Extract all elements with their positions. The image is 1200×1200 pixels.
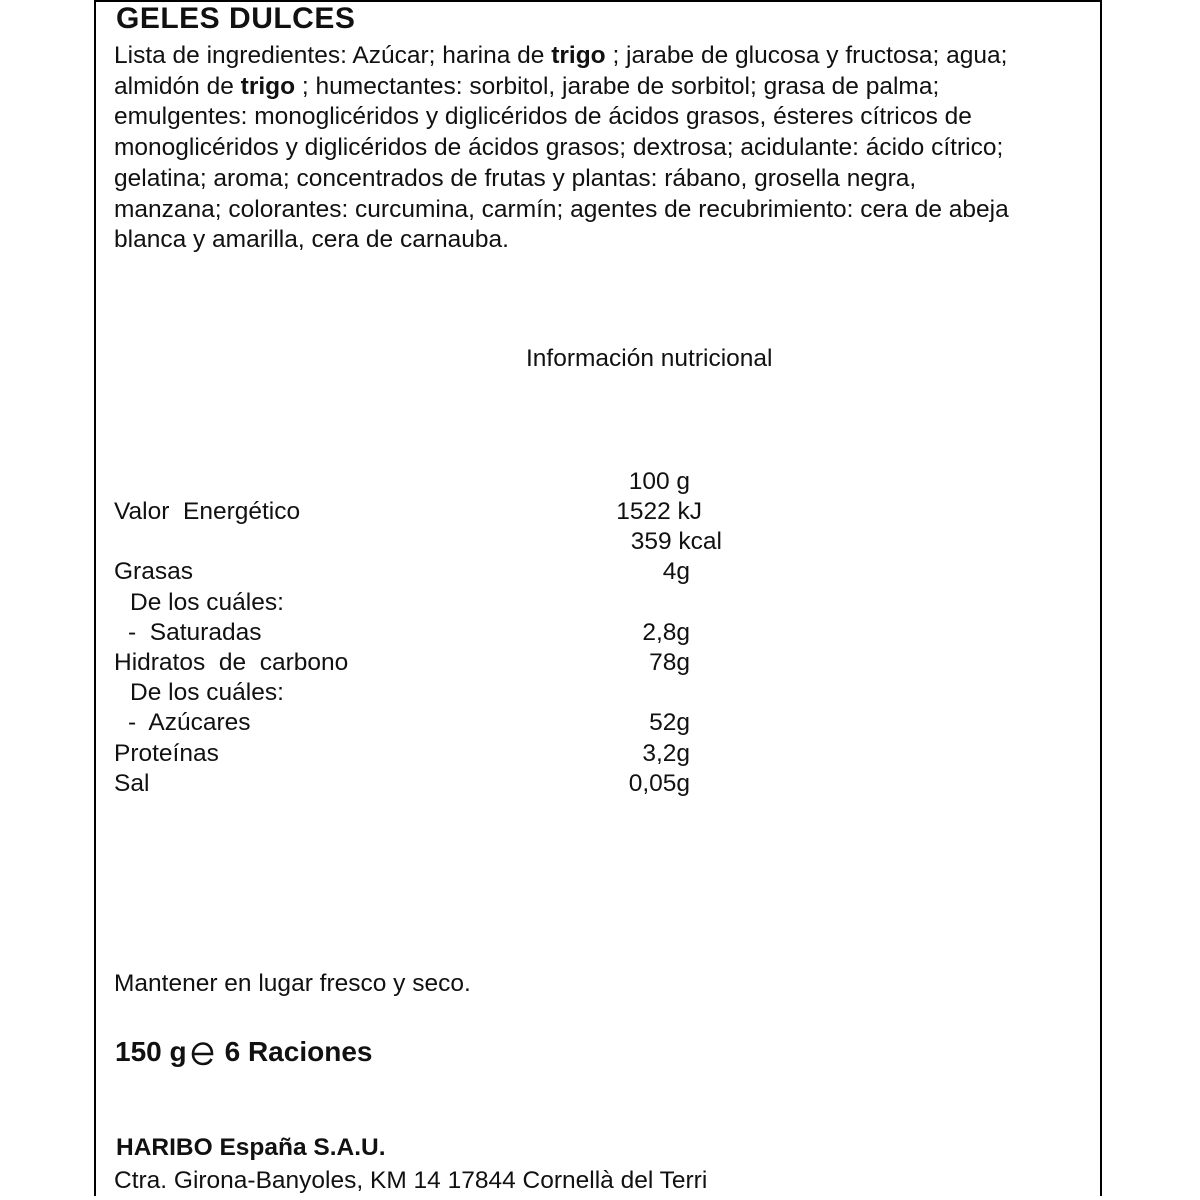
manufacturer-address: Ctra. Girona-Banyoles, KM 14 17844 Cornellà del Terri <box>114 1167 708 1194</box>
ingredients-text: Lista de ingredientes: Azúcar; harina de <box>114 42 552 69</box>
nutrient-value: 2,8g <box>642 618 690 646</box>
nutrition-row <box>0 769 1200 799</box>
nutrient-value: 1522 kJ <box>616 498 702 525</box>
nutrient-value: 0,05g <box>628 769 690 797</box>
allergen-highlight: trigo <box>551 42 606 69</box>
nutrition-row <box>0 497 1200 527</box>
storage-instructions: Mantener en lugar fresco y seco. <box>114 970 471 997</box>
net-weight: 150 g <box>115 1036 187 1067</box>
nutrient-label: Valor Energético <box>114 498 301 525</box>
nutrient-label: - Azúcares <box>128 709 251 737</box>
column-header-100g: 100 g <box>628 468 690 495</box>
nutrient-label: Proteínas <box>114 739 219 767</box>
nutrition-row <box>0 648 1200 678</box>
nutrient-label: De los cuáles: <box>130 588 284 616</box>
nutrition-row <box>0 708 1200 738</box>
nutrient-label: De los cuáles: <box>130 679 284 707</box>
nutrient-value: 359 kcal <box>630 528 722 556</box>
nutrition-row <box>0 527 1200 557</box>
nutrient-label: Hidratos de carbono <box>114 649 349 676</box>
nutrition-row <box>0 588 1200 618</box>
nutrient-value: 3,2g <box>642 739 690 767</box>
ingredients-text: ; jarabe de glucosa y fructosa; agua; almidón de <box>114 42 1008 100</box>
nutrition-row <box>0 618 1200 648</box>
nutrition-column-header <box>0 467 1200 497</box>
manufacturer-name: HARIBO España S.A.U. <box>116 1134 386 1161</box>
nutrition-row <box>0 739 1200 769</box>
nutrient-value: 78g <box>649 649 690 676</box>
ingredients-list <box>114 41 1014 256</box>
nutrient-label: Grasas <box>114 558 193 586</box>
ingredients-text: ; humectantes: sorbitol, jarabe de sorbitol; grasa de palma; emulgentes: monoglicéridos y diglicéridos de ácidos grasos, ésteres cítricos de monoglicéridos y diglicéridos de ácidos grasos; dextrosa; acidulante: ácido cítrico; gelatina; aroma; concentrados de frutas y plantas: rábano, grosella negra, manzana; colorantes: curcumina, carmín; agentes de recubrimiento: cera de abeja blanca y amarilla, cera de carnauba. <box>114 72 1009 254</box>
nutrient-label: - Saturadas <box>128 618 262 646</box>
estimated-sign-icon <box>189 1039 217 1067</box>
net-quantity <box>115 1036 372 1068</box>
nutrition-row <box>0 557 1200 587</box>
product-title: GELES DULCES <box>116 2 356 35</box>
nutrient-value: 52g <box>649 709 690 737</box>
allergen-highlight: trigo <box>240 72 296 100</box>
nutrient-value: 4g <box>662 558 690 586</box>
portions: 6 Raciones <box>224 1036 373 1067</box>
nutrient-label: Sal <box>114 769 150 797</box>
nutrition-row <box>0 678 1200 708</box>
nutrition-title: Información nutricional <box>526 345 773 372</box>
